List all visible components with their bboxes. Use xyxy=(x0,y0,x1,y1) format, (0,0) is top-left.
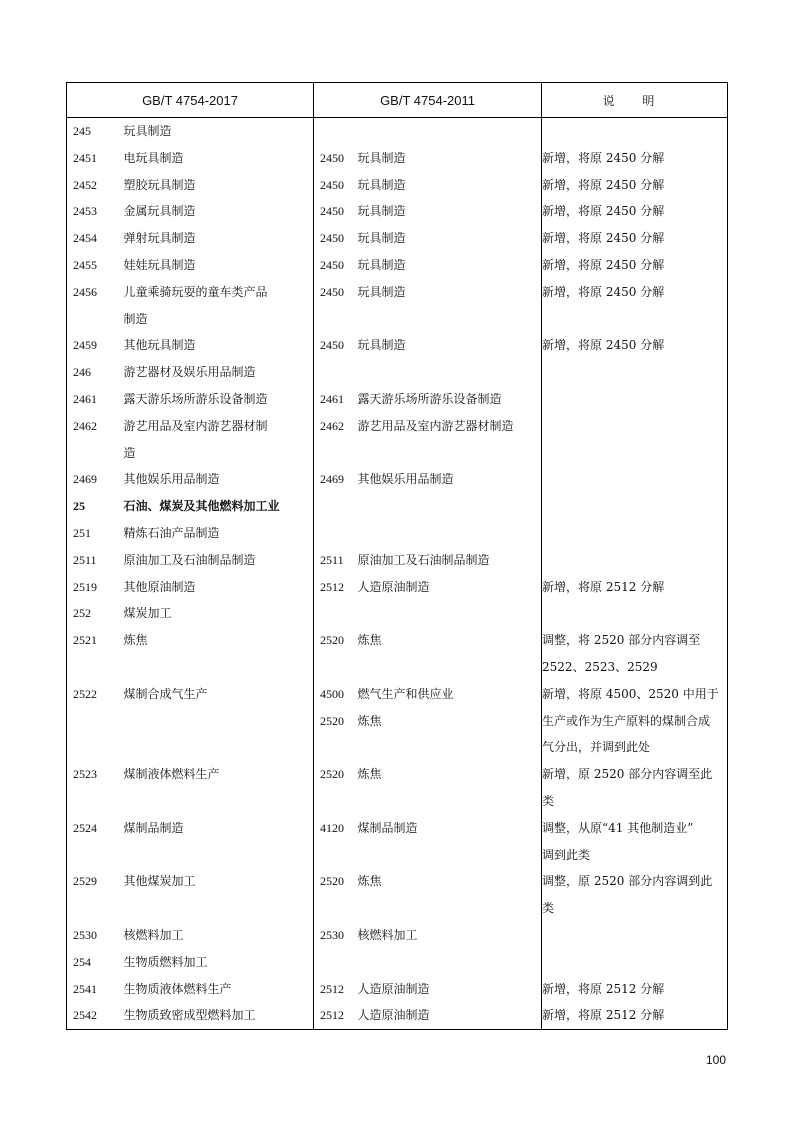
cell-code-2011: 2450 xyxy=(314,172,358,199)
cell-code-2017 xyxy=(67,440,124,467)
table-row xyxy=(67,306,728,333)
cell-remark xyxy=(542,306,728,333)
cell-name-2017: 儿童乘骑玩耍的童车类产品 xyxy=(124,279,314,306)
table-row xyxy=(67,466,728,493)
cell-code-2017 xyxy=(67,708,124,735)
cell-code-2011: 2450 xyxy=(314,252,358,279)
cell-name-2017: 露天游乐场所游乐设备制造 xyxy=(124,386,314,413)
cell-remark: 新增，将原 2512 分解 xyxy=(542,574,728,601)
cell-code-2011 xyxy=(314,788,358,815)
cell-remark: 调整，原 2520 部分内容调到此 xyxy=(542,868,728,895)
cell-name-2011 xyxy=(358,654,542,681)
cell-name-2011 xyxy=(358,600,542,627)
cell-code-2011: 2450 xyxy=(314,225,358,252)
table-header-row xyxy=(67,83,728,118)
cell-remark: 新增，原 2520 部分内容调至此 xyxy=(542,761,728,788)
cell-remark: 新增，将原 2450 分解 xyxy=(542,198,728,225)
table-row xyxy=(67,520,728,547)
cell-name-2011: 人造原油制造 xyxy=(358,976,542,1003)
cell-name-2017: 电玩具制造 xyxy=(124,145,314,172)
table-row xyxy=(67,413,728,440)
cell-name-2017: 玩具制造 xyxy=(124,118,314,145)
cell-code-2017: 2451 xyxy=(67,145,124,172)
cell-name-2017: 煤制合成气生产 xyxy=(124,681,314,708)
cell-code-2011: 2512 xyxy=(314,574,358,601)
cell-code-2017: 2461 xyxy=(67,386,124,413)
cell-code-2017: 2454 xyxy=(67,225,124,252)
cell-name-2011: 玩具制造 xyxy=(358,145,542,172)
cell-name-2017: 其他玩具制造 xyxy=(124,332,314,359)
cell-name-2011 xyxy=(358,842,542,869)
cell-name-2011 xyxy=(358,788,542,815)
cell-code-2017: 2453 xyxy=(67,198,124,225)
cell-name-2017: 原油加工及石油制品制造 xyxy=(124,547,314,574)
cell-name-2017: 造 xyxy=(124,440,314,467)
cell-remark: 调整，将 2520 部分内容调至 xyxy=(542,627,728,654)
cell-code-2011: 2450 xyxy=(314,279,358,306)
table-row xyxy=(67,976,728,1003)
cell-name-2011: 其他娱乐用品制造 xyxy=(358,466,542,493)
cell-remark: 新增，将原 2450 分解 xyxy=(542,279,728,306)
cell-name-2011: 核燃料加工 xyxy=(358,922,542,949)
cell-code-2017: 2541 xyxy=(67,976,124,1003)
table-row xyxy=(67,949,728,976)
cell-code-2017: 2529 xyxy=(67,868,124,895)
table-row xyxy=(67,574,728,601)
cell-remark xyxy=(542,413,728,440)
cell-code-2017: 246 xyxy=(67,359,124,386)
cell-name-2017: 煤制品制造 xyxy=(124,815,314,842)
cell-code-2011: 2450 xyxy=(314,198,358,225)
cell-name-2017: 生物质液体燃料生产 xyxy=(124,976,314,1003)
cell-name-2017: 煤制液体燃料生产 xyxy=(124,761,314,788)
cell-code-2011 xyxy=(314,359,358,386)
cell-remark: 生产或作为生产原料的煤制合成 xyxy=(542,708,728,735)
cell-remark xyxy=(542,440,728,467)
cell-code-2011 xyxy=(314,118,358,145)
cell-name-2017 xyxy=(124,654,314,681)
cell-name-2011 xyxy=(358,306,542,333)
table-row xyxy=(67,761,728,788)
cell-name-2011 xyxy=(358,895,542,922)
cell-code-2017: 25 xyxy=(67,493,124,520)
cell-code-2011 xyxy=(314,440,358,467)
cell-name-2011: 炼焦 xyxy=(358,868,542,895)
cell-name-2011: 玩具制造 xyxy=(358,332,542,359)
cell-code-2017: 2522 xyxy=(67,681,124,708)
table-row xyxy=(67,279,728,306)
cell-code-2017: 2523 xyxy=(67,761,124,788)
cell-code-2017 xyxy=(67,306,124,333)
cell-name-2017: 金属玩具制造 xyxy=(124,198,314,225)
cell-code-2011 xyxy=(314,734,358,761)
cell-remark: 新增，将原 2450 分解 xyxy=(542,145,728,172)
cell-code-2011: 2520 xyxy=(314,868,358,895)
cell-code-2011 xyxy=(314,895,358,922)
table-row xyxy=(67,145,728,172)
cell-name-2011 xyxy=(358,734,542,761)
cell-name-2011: 煤制品制造 xyxy=(358,815,542,842)
table-row xyxy=(67,332,728,359)
table-row xyxy=(67,734,728,761)
classification-table xyxy=(66,82,728,1030)
cell-name-2017: 炼焦 xyxy=(124,627,314,654)
cell-code-2011 xyxy=(314,654,358,681)
cell-code-2017 xyxy=(67,895,124,922)
cell-remark xyxy=(542,118,728,145)
cell-name-2011: 玩具制造 xyxy=(358,225,542,252)
cell-code-2017: 2455 xyxy=(67,252,124,279)
cell-code-2011 xyxy=(314,520,358,547)
cell-name-2011: 游艺用品及室内游艺器材制造 xyxy=(358,413,542,440)
table-row xyxy=(67,547,728,574)
table-row xyxy=(67,681,728,708)
cell-name-2017 xyxy=(124,734,314,761)
cell-name-2011: 露天游乐场所游乐设备制造 xyxy=(358,386,542,413)
cell-name-2017 xyxy=(124,842,314,869)
table-row xyxy=(67,225,728,252)
cell-remark xyxy=(542,466,728,493)
table-row xyxy=(67,600,728,627)
cell-code-2017: 2452 xyxy=(67,172,124,199)
cell-name-2017 xyxy=(124,895,314,922)
cell-remark: 2522、2523、2529 xyxy=(542,654,728,681)
cell-remark: 新增，将原 2450 分解 xyxy=(542,332,728,359)
cell-code-2011: 2461 xyxy=(314,386,358,413)
cell-remark: 类 xyxy=(542,788,728,815)
cell-name-2017: 制造 xyxy=(124,306,314,333)
cell-name-2011: 人造原油制造 xyxy=(358,1002,542,1029)
cell-code-2017: 2459 xyxy=(67,332,124,359)
table-row xyxy=(67,440,728,467)
cell-name-2011: 玩具制造 xyxy=(358,252,542,279)
cell-code-2011: 2512 xyxy=(314,976,358,1003)
cell-code-2011 xyxy=(314,493,358,520)
cell-remark xyxy=(542,386,728,413)
cell-remark xyxy=(542,359,728,386)
cell-code-2017 xyxy=(67,654,124,681)
table-row xyxy=(67,842,728,869)
table-row xyxy=(67,198,728,225)
cell-name-2011 xyxy=(358,493,542,520)
cell-code-2011: 4500 xyxy=(314,681,358,708)
cell-code-2017: 2530 xyxy=(67,922,124,949)
cell-code-2011 xyxy=(314,949,358,976)
cell-name-2017 xyxy=(124,708,314,735)
table-row xyxy=(67,654,728,681)
cell-code-2011: 2511 xyxy=(314,547,358,574)
cell-remark xyxy=(542,547,728,574)
table-row xyxy=(67,815,728,842)
cell-code-2011: 2462 xyxy=(314,413,358,440)
table-row xyxy=(67,386,728,413)
cell-name-2011: 玩具制造 xyxy=(358,198,542,225)
cell-code-2017 xyxy=(67,734,124,761)
cell-name-2017: 精炼石油产品制造 xyxy=(124,520,314,547)
header-gbt-2017: GB/T 4754-2017 xyxy=(67,83,314,118)
table-row xyxy=(67,118,728,145)
cell-name-2011: 燃气生产和供应业 xyxy=(358,681,542,708)
table-row xyxy=(67,627,728,654)
cell-name-2017: 生物质燃料加工 xyxy=(124,949,314,976)
cell-name-2017: 游艺器材及娱乐用品制造 xyxy=(124,359,314,386)
cell-remark: 气分出，并调到此处 xyxy=(542,734,728,761)
cell-remark: 类 xyxy=(542,895,728,922)
cell-name-2011: 炼焦 xyxy=(358,627,542,654)
cell-name-2011: 玩具制造 xyxy=(358,279,542,306)
cell-remark xyxy=(542,600,728,627)
table-row xyxy=(67,708,728,735)
cell-remark xyxy=(542,922,728,949)
table-body xyxy=(67,118,728,1030)
cell-code-2011: 2520 xyxy=(314,627,358,654)
table-row xyxy=(67,788,728,815)
cell-remark: 调整，从原“41 其他制造业” xyxy=(542,815,728,842)
cell-code-2011: 2450 xyxy=(314,332,358,359)
table-row xyxy=(67,493,728,520)
cell-code-2017: 2524 xyxy=(67,815,124,842)
cell-name-2011 xyxy=(358,440,542,467)
cell-code-2011: 2450 xyxy=(314,145,358,172)
cell-name-2011 xyxy=(358,118,542,145)
cell-name-2017: 核燃料加工 xyxy=(124,922,314,949)
cell-name-2017: 石油、煤炭及其他燃料加工业 xyxy=(124,493,314,520)
cell-remark: 新增，将原 2450 分解 xyxy=(542,225,728,252)
table-row xyxy=(67,1002,728,1029)
cell-name-2017: 煤炭加工 xyxy=(124,600,314,627)
cell-code-2017 xyxy=(67,788,124,815)
cell-code-2017: 2511 xyxy=(67,547,124,574)
cell-name-2011 xyxy=(358,359,542,386)
cell-code-2017: 245 xyxy=(67,118,124,145)
cell-code-2017: 2542 xyxy=(67,1002,124,1029)
cell-name-2017: 其他煤炭加工 xyxy=(124,868,314,895)
cell-name-2011: 炼焦 xyxy=(358,708,542,735)
cell-remark xyxy=(542,520,728,547)
cell-code-2011: 2512 xyxy=(314,1002,358,1029)
cell-code-2017: 254 xyxy=(67,949,124,976)
cell-code-2017: 251 xyxy=(67,520,124,547)
cell-code-2011: 2469 xyxy=(314,466,358,493)
table-row xyxy=(67,359,728,386)
table-row xyxy=(67,172,728,199)
cell-code-2017: 252 xyxy=(67,600,124,627)
cell-code-2011: 2530 xyxy=(314,922,358,949)
table-row xyxy=(67,868,728,895)
cell-code-2017: 2521 xyxy=(67,627,124,654)
table-row xyxy=(67,922,728,949)
cell-code-2011: 4120 xyxy=(314,815,358,842)
cell-code-2017 xyxy=(67,842,124,869)
cell-code-2017: 2469 xyxy=(67,466,124,493)
cell-name-2017: 娃娃玩具制造 xyxy=(124,252,314,279)
cell-name-2017: 生物质致密成型燃料加工 xyxy=(124,1002,314,1029)
cell-name-2011 xyxy=(358,520,542,547)
cell-name-2017: 塑胶玩具制造 xyxy=(124,172,314,199)
cell-code-2017: 2462 xyxy=(67,413,124,440)
cell-code-2011 xyxy=(314,306,358,333)
cell-name-2017: 其他原油制造 xyxy=(124,574,314,601)
page-number: 100 xyxy=(705,1053,726,1067)
cell-code-2011 xyxy=(314,600,358,627)
cell-code-2017: 2456 xyxy=(67,279,124,306)
cell-name-2011: 玩具制造 xyxy=(358,172,542,199)
cell-remark: 新增，将原 2512 分解 xyxy=(542,1002,728,1029)
cell-code-2011 xyxy=(314,842,358,869)
cell-name-2011 xyxy=(358,949,542,976)
table-row xyxy=(67,895,728,922)
cell-name-2011: 人造原油制造 xyxy=(358,574,542,601)
header-remark: 说 明 xyxy=(542,83,728,118)
cell-name-2017: 其他娱乐用品制造 xyxy=(124,466,314,493)
cell-name-2011: 原油加工及石油制品制造 xyxy=(358,547,542,574)
cell-remark: 新增，将原 2450 分解 xyxy=(542,172,728,199)
cell-name-2011: 炼焦 xyxy=(358,761,542,788)
cell-code-2011: 2520 xyxy=(314,761,358,788)
cell-remark xyxy=(542,493,728,520)
cell-remark: 调到此类 xyxy=(542,842,728,869)
table-row xyxy=(67,252,728,279)
cell-code-2011: 2520 xyxy=(314,708,358,735)
cell-remark: 新增，将原 2512 分解 xyxy=(542,976,728,1003)
cell-name-2017: 游艺用品及室内游艺器材制 xyxy=(124,413,314,440)
cell-name-2017 xyxy=(124,788,314,815)
cell-remark: 新增，将原 4500、2520 中用于 xyxy=(542,681,728,708)
cell-code-2017: 2519 xyxy=(67,574,124,601)
header-gbt-2011: GB/T 4754-2011 xyxy=(314,83,542,118)
cell-name-2017: 弹射玩具制造 xyxy=(124,225,314,252)
cell-remark xyxy=(542,949,728,976)
cell-remark: 新增，将原 2450 分解 xyxy=(542,252,728,279)
